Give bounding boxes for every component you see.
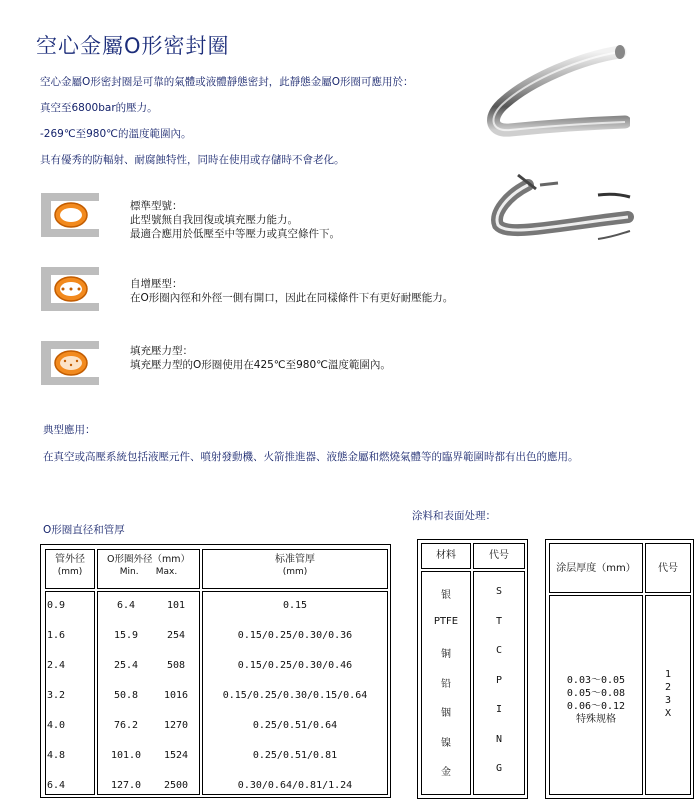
thickness-cell: 0.05～0.08 bbox=[566, 688, 626, 699]
ring-od-max-cell: 101 bbox=[166, 600, 186, 611]
material-cell: 铜 bbox=[441, 649, 451, 660]
ring-od-max-cell: 254 bbox=[166, 630, 186, 641]
ring-od-min-cell: 76.2 bbox=[113, 720, 139, 731]
intro-line-3: -269℃至980℃的溫度範圍內。 bbox=[40, 128, 192, 140]
code-cell: T bbox=[495, 615, 503, 627]
applications-title: 典型應用： bbox=[43, 424, 96, 436]
open-tube-photo-image bbox=[478, 165, 638, 245]
material-header: 材料 bbox=[436, 550, 456, 561]
header-ring-od: O形圈外径（mm） Min. Max. bbox=[107, 554, 190, 577]
thickness-cell: 特殊规格 bbox=[576, 714, 616, 725]
wall-thickness-cell: 0.15 bbox=[282, 600, 308, 611]
thickness-table bbox=[545, 539, 694, 799]
type-name: 標準型號： bbox=[130, 200, 183, 212]
code-cell: P bbox=[495, 674, 503, 686]
ring-od-min-cell: 25.4 bbox=[113, 660, 139, 671]
type-gas-filled bbox=[130, 344, 391, 372]
tube-photo-image bbox=[470, 40, 630, 140]
self-energized-seal-diagram bbox=[41, 267, 99, 311]
code-cell: N bbox=[495, 733, 503, 745]
wall-thickness-cell: 0.15/0.25/0.30/0.15/0.64 bbox=[222, 690, 368, 701]
wall-thickness-cell: 0.15/0.25/0.30/0.36 bbox=[237, 630, 353, 641]
thickness-code-cell: 3 bbox=[664, 695, 672, 706]
ring-od-min-cell: 101.0 bbox=[110, 750, 142, 761]
type-self-energized bbox=[130, 277, 453, 305]
material-cell: 铟 bbox=[441, 708, 451, 719]
material-cell: 银 bbox=[441, 590, 451, 601]
ring-od-min-cell: 127.0 bbox=[110, 780, 142, 791]
type-desc-line: 此型號無自我回復或填充壓力能力。 bbox=[130, 214, 298, 226]
material-cell: 铅 bbox=[441, 678, 451, 690]
wall-thickness-cell: 0.25/0.51/0.64 bbox=[252, 720, 338, 731]
size-table-title: O形圈直径和管厚 bbox=[43, 524, 125, 536]
type-standard bbox=[130, 199, 340, 241]
ring-od-min-cell: 15.9 bbox=[113, 630, 139, 641]
code-cell: G bbox=[495, 763, 503, 774]
ring-od-max-cell: 1524 bbox=[163, 750, 189, 761]
applications-text: 在真空或高壓系統包括液壓元件、噴射發動機、火箭推進器、液態金屬和燃燒氣體等的臨界範圍時都有出色的應用。 bbox=[43, 451, 579, 463]
ring-od-max-cell: 1016 bbox=[163, 690, 189, 701]
tube-od-cell: 2.4 bbox=[47, 660, 66, 671]
header-wall: 标准管厚 (mm) bbox=[275, 554, 315, 577]
tube-od-cell: 4.0 bbox=[47, 720, 66, 731]
wall-thickness-cell: 0.15/0.25/0.30/0.46 bbox=[237, 660, 353, 671]
gas-filled-seal-diagram bbox=[41, 341, 99, 385]
intro-line-2: 真空至6800bar的壓力。 bbox=[40, 102, 158, 114]
standard-seal-diagram bbox=[41, 193, 99, 237]
wall-thickness-cell: 0.25/0.51/0.81 bbox=[252, 750, 338, 761]
code-header: 代号 bbox=[489, 550, 509, 561]
ring-od-max-cell: 2500 bbox=[163, 780, 189, 791]
ring-od-max-cell: 1270 bbox=[163, 720, 189, 731]
type-name: 自增壓型： bbox=[130, 278, 183, 290]
type-name: 填充壓力型： bbox=[130, 345, 193, 357]
material-cell: 金 bbox=[441, 767, 451, 778]
thickness-code-cell: 1 bbox=[664, 669, 672, 680]
tube-od-cell: 3.2 bbox=[47, 690, 66, 701]
type-desc-line: 在O形圈內徑和外徑一側有開口，因此在同樣條件下有更好耐壓能力。 bbox=[130, 292, 454, 304]
ring-od-min-cell: 50.8 bbox=[113, 690, 139, 701]
intro-line-4: 具有優秀的防輻射、耐腐蝕特性，同時在使用或存儲時不會老化。 bbox=[40, 154, 345, 166]
thickness-cell: 0.03～0.05 bbox=[566, 675, 626, 686]
material-cell: PTFE bbox=[433, 615, 459, 627]
thickness-code-cell: X bbox=[664, 708, 672, 719]
header-tube-od: 管外径 (mm) bbox=[55, 554, 85, 577]
code-cell: C bbox=[495, 645, 503, 656]
type-desc-line: 填充壓力型的O形圈使用在425℃至980℃溫度範圍內。 bbox=[130, 359, 391, 371]
tube-od-cell: 1.6 bbox=[47, 630, 66, 641]
intro-line-1: 空心金屬O形密封圈是可靠的氣體或液體靜態密封，此靜態金屬O形圈可應用於： bbox=[40, 76, 414, 88]
material-table bbox=[417, 539, 528, 799]
material-cell: 镍 bbox=[441, 737, 451, 749]
code-cell: I bbox=[495, 704, 503, 715]
tube-od-cell: 0.9 bbox=[47, 600, 66, 611]
page-title: 空心金屬O形密封圈 bbox=[36, 34, 230, 58]
ring-od-max-cell: 508 bbox=[166, 660, 186, 671]
thickness-code-header: 代号 bbox=[658, 563, 678, 574]
thickness-cell: 0.06～0.12 bbox=[566, 701, 626, 712]
type-desc-line: 最適合應用於低壓至中等壓力或真空條件下。 bbox=[130, 228, 340, 240]
tube-od-cell: 6.4 bbox=[47, 780, 66, 791]
coating-title: 涂料和表面处理： bbox=[412, 510, 496, 522]
thickness-code-cell: 2 bbox=[664, 682, 672, 693]
wall-thickness-cell: 0.30/0.64/0.81/1.24 bbox=[237, 780, 353, 791]
size-table bbox=[40, 544, 391, 798]
ring-od-min-cell: 6.4 bbox=[116, 600, 136, 611]
code-cell: S bbox=[495, 586, 503, 597]
thickness-header: 涂层厚度（mm） bbox=[556, 563, 636, 574]
tube-od-cell: 4.8 bbox=[47, 750, 66, 761]
